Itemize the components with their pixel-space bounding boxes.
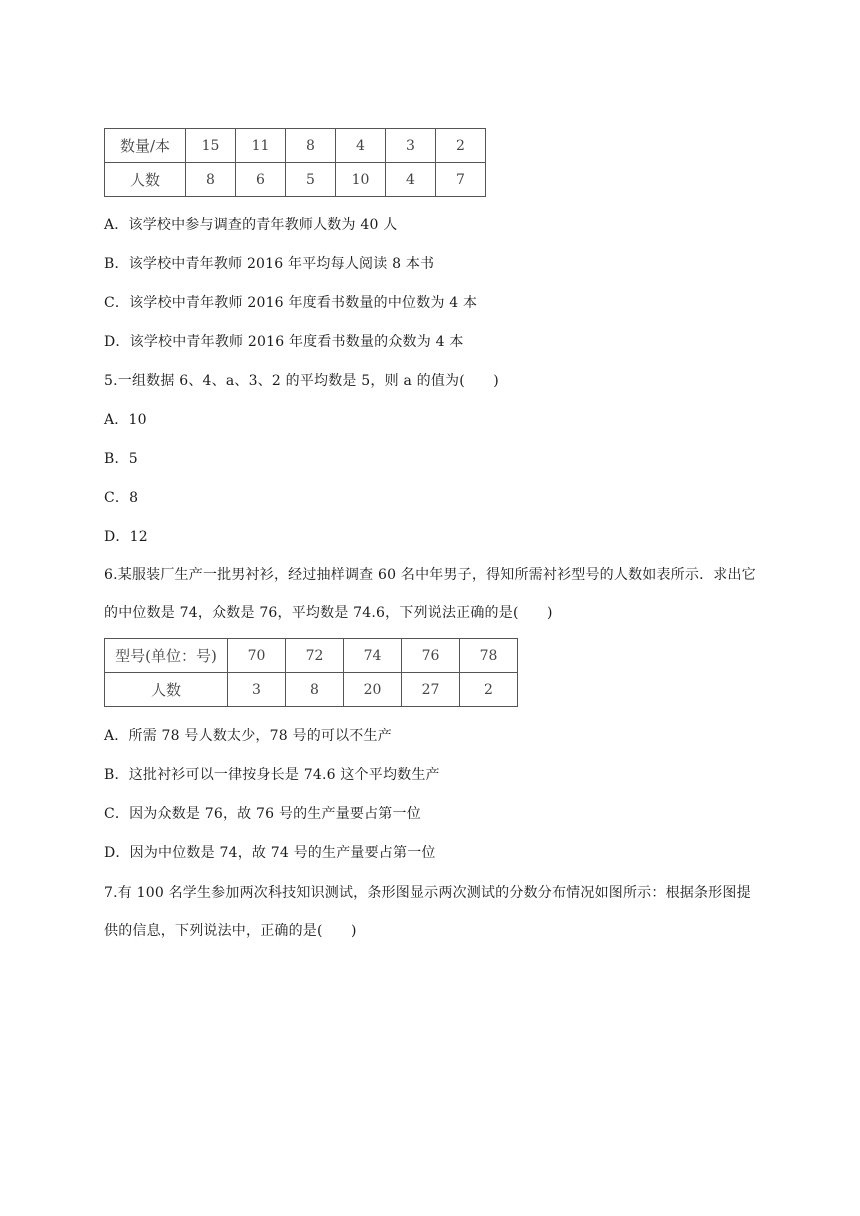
table-header-cell: 型号(单位：号)	[105, 639, 228, 673]
q4-option-d: D．该学校中青年教师 2016 年度看书数量的众数为 4 本	[104, 334, 464, 350]
q6-stem: 6.某服装厂生产一批男衬衫，经过抽样调查 60 名中年男子，得知所需衬衫型号的人数如表所示．求出它的中位数是 74，众数是 76，平均数是 74.6，下列说法正确的是( )	[104, 567, 756, 621]
table-header-cell: 数量/本	[105, 129, 186, 163]
table-cell: 20	[344, 673, 402, 707]
table-cell: 6	[236, 163, 286, 197]
q6-option-a: A．所需 78 号人数太少，78 号的可以不生产	[104, 728, 392, 744]
table-cell: 11	[236, 129, 286, 163]
table-cell: 70	[228, 639, 286, 673]
table-cell: 4	[386, 163, 436, 197]
q5-option-c: C．8	[104, 490, 139, 506]
q6-option-c: C．因为众数是 76，故 76 号的生产量要占第一位	[104, 806, 421, 822]
table-cell: 72	[286, 639, 344, 673]
table-cell: 74	[344, 639, 402, 673]
table-row	[105, 129, 486, 163]
q5-option-d: D．12	[104, 529, 148, 545]
table-cell: 7	[436, 163, 486, 197]
table-cell: 2	[460, 673, 518, 707]
table-cell: 8	[186, 163, 236, 197]
q5-stem: 5.一组数据 6、4、a、3、2 的平均数是 5，则 a 的值为( )	[104, 373, 499, 389]
table-cell: 3	[228, 673, 286, 707]
q6-option-d: D．因为中位数是 74，故 74 号的生产量要占第一位	[104, 845, 436, 861]
table-header-cell: 人数	[105, 163, 186, 197]
table-cell: 10	[336, 163, 386, 197]
table-cell: 5	[286, 163, 336, 197]
q6-option-b: B．这批衬衫可以一律按身长是 74.6 这个平均数生产	[104, 767, 440, 783]
table-cell: 76	[402, 639, 460, 673]
table-cell: 4	[336, 129, 386, 163]
table-cell: 3	[386, 129, 436, 163]
table-row	[105, 639, 518, 673]
q4-option-b: B．该学校中青年教师 2016 年平均每人阅读 8 本书	[104, 256, 435, 272]
book-count-table	[104, 128, 486, 197]
q5-option-b: B．5	[104, 451, 138, 467]
q4-option-c: C．该学校中青年教师 2016 年度看书数量的中位数为 4 本	[104, 295, 478, 311]
table-cell: 15	[186, 129, 236, 163]
table-cell: 2	[436, 129, 486, 163]
table-header-cell: 人数	[105, 673, 228, 707]
table-row	[105, 673, 518, 707]
shirt-size-table	[104, 638, 518, 707]
q5-option-a: A．10	[104, 412, 147, 428]
table-cell: 78	[460, 639, 518, 673]
q4-option-a: A．该学校中参与调查的青年教师人数为 40 人	[104, 217, 398, 233]
table-cell: 8	[286, 129, 336, 163]
q7-stem: 7.有 100 名学生参加两次科技知识测试，条形图显示两次测试的分数分布情况如图所示：根据条形图提供的信息，下列说法中，正确的是( )	[104, 885, 751, 939]
table-cell: 8	[286, 673, 344, 707]
table-cell: 27	[402, 673, 460, 707]
table-row	[105, 163, 486, 197]
